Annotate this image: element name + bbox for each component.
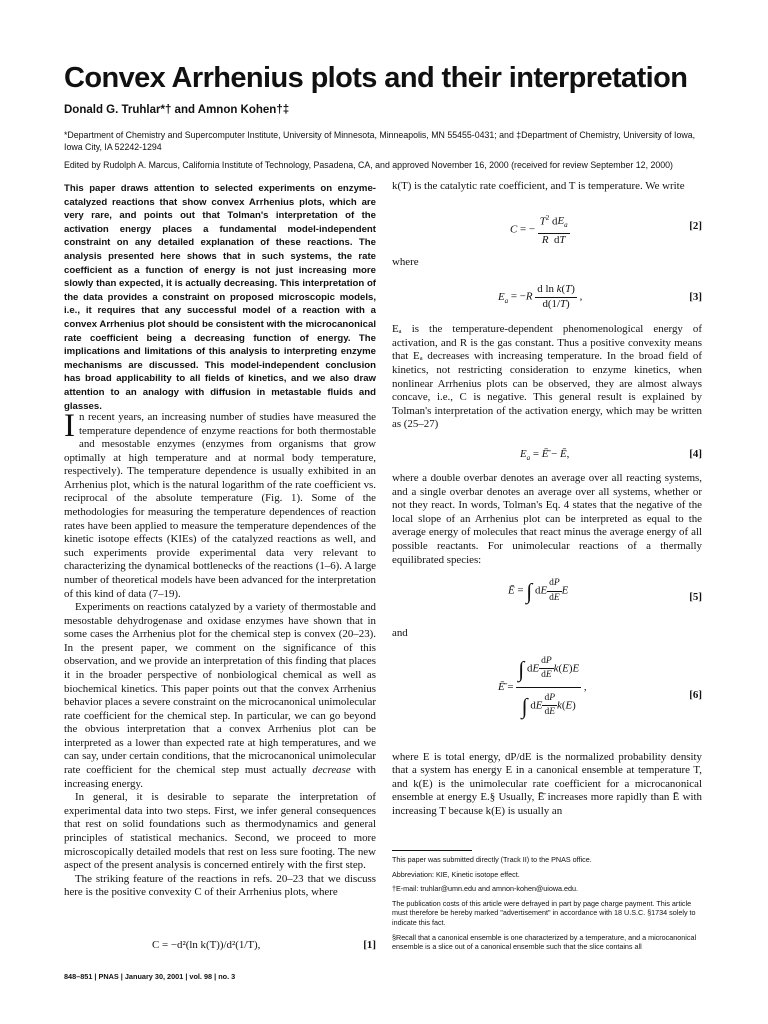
body-right-column	[392, 180, 702, 819]
paragraph: In general, it is desirable to separate the interpretation of experimental data into two steps. First, we infer general consequences that rest on solid foundations such as thermodynamics and general principles of statistical mechanics. Second, we proceed to more microscopically detailed models that rest on less sure footing. The new aspect of the present analysis is concerned entirely with the first step.	[64, 791, 376, 872]
paragraph: where	[392, 255, 419, 268]
paper-title: Convex Arrhenius plots and their interpretation	[64, 62, 688, 94]
footnote-rule	[392, 850, 472, 851]
equation-body: C = − $\frac{T^2 dE_a}{\text{R dT}}$	[510, 213, 568, 246]
equation-number: [2]	[689, 219, 702, 232]
paragraph: k(T) is the catalytic rate coefficient, and T is temperature. We write	[392, 180, 685, 192]
paragraph: where E is total energy, dP/dE is the normalized probability density that a system has energy E in a canonical ensemble at temperature T, and k(E) is the unimolecular rate coefficient for a microcanonical ensemble at energy E.§ Usually, Ē̄ increases more rapidly than Ē with increasing T because k(E) is usually an	[392, 750, 702, 818]
footnote: This paper was submitted directly (Track II) to the PNAS office.	[392, 855, 592, 864]
edited-by-line: Edited by Rudolph A. Marcus, California Institute of Technology, Pasadena, CA, and approved November 16, 2000 (received for review September 12, 2000)	[64, 160, 673, 170]
footnotes	[392, 850, 704, 957]
drop-cap: I	[64, 408, 75, 444]
equation-3	[392, 275, 702, 321]
equation-6	[392, 645, 702, 751]
paragraph: and	[392, 627, 408, 640]
footnote: §Recall that a canonical ensemble is one characterized by a temperature, and a microcanonical ensemble is a slice out of a canonical ensemble such that the slice contains all	[392, 932, 697, 952]
body-left-column	[64, 408, 376, 900]
page-footer: 848–851 | PNAS | January 30, 2001 | vol. 98 | no. 3	[64, 972, 236, 981]
paragraph-text: Experiments on reactions catalyzed by a variety of thermostable and mesostable dehydrogenase and oxidase enzymes have shown that in some cases the Arrhenius plot for the chemical step is convex (20–23). In the present paper, we comment on the significance of this observation, and we provide an interpretation of this finding that places it in the broader perspective of nonbiological chemical as well as biochemical kinetics. This paper points out that the convex Arrhenius behavior places a severe constraint on the microcanonical unimolecular rate coefficient for the chemical step. In particular, we can go beyond the obvious interpretation that a convex Arrhenius plot can be interpreted as a lower than expected rate at high temperatures, and we can say, under certain conditions, that the microcanonical unimolecular rate coefficient for the chemical step must actually	[64, 601, 376, 777]
equation-number: [6]	[689, 688, 702, 701]
footnote: †E-mail: truhlar@umn.edu and amnon-kohen@uiowa.edu.	[392, 884, 578, 894]
equation-4	[392, 436, 702, 472]
paragraph-text: n recent years, an increasing number of studies have measured the temperature dependence of enzyme reactions for both thermostable and mesostable enzymes (enzymes from organisms that grow optimally at high temperature and at normal body temperature, respectively). The temperature dependence is usually exhibited in an Arrhenius plot, which is the natural logarithm of the rate coefficient vs. reciprocal of the absolute temperature (Fig. 1). Some of the methodologies for measuring the temperature dependences of reaction rates have been applied to measure the temperature dependences of the kinetic isotope effects (KIEs) of the catalyzed reactions as well, and such experiments provide experimental data very relevant to characterizing the dynamical bottlenecks of the reactions (1–6). A large number of theoretical models have been advanced for the interpretation of this kind of data (7–19).	[64, 411, 376, 600]
emphasis: decrease	[312, 764, 351, 777]
equation-5	[392, 571, 702, 627]
paragraph-intro	[64, 408, 376, 601]
equation-number: [5]	[689, 591, 702, 604]
footnote: The publication costs of this article were defrayed in part by page charge payment. This article must therefore be hereby marked "advertisement" in accordance with 18 U.S.C. §1734 solely to indicate this fact.	[392, 898, 696, 927]
paragraph: Eₐ is the temperature-dependent phenomenological energy of activation, and R is the gas constant. Thus a positive convexity means that Eₐ decreases with increasing temperature. In the broad field of kinetics, not restricting consideration to enzyme kinetics, when nonlinear Arrhenius plots can be observed, they are almost always concave, i.e., C is negative. This general result is explained by Tolman's interpretation of the activation energy, which may be written as (25–27)	[392, 323, 702, 431]
affiliation: *Department of Chemistry and Supercomputer Institute, University of Minnesota, Minneapolis, MN 55455-0431; and ‡Department of Chemistry, University of Iowa, Iowa City, IA 52242-1294	[64, 130, 696, 152]
equation-body: C = −d²(ln k(T))/d²(1/T),	[152, 939, 261, 951]
author-list: Donald G. Truhlar*† and Amnon Kohen†‡	[64, 104, 290, 116]
paragraph: The striking feature of the reactions in refs. 20–23 that we discuss here is the positive convexity C of their Arrhenius plots, where	[64, 872, 376, 899]
equation-number: [3]	[689, 291, 702, 304]
equation-2	[392, 200, 702, 250]
paragraph: where a double overbar denotes an average over all reacting systems, and a single overbar denotes an average over all systems, whether or not they react. In words, Tolman's Eq. 4 states that the negative of the local slope of an Arrhenius plot can be interpreted as equal to the average energy of molecules that react minus the average energy of all possible reactants. For unimolecular reactions of a thermally equilibrated species:	[392, 471, 702, 566]
equation-body: $E_a$ = Ē̄ − Ē,	[520, 447, 570, 463]
abstract: This paper draws attention to selected experiments on enzyme-catalyzed reactions that show convex Arrhenius plots, which are very rare, and points out that Tolman's interpretation of the activation energy places a fundamental model-independent constraint on any detailed explanation of these reactions. The analysis presented here shows that in such systems, the rate coefficient as a function of energy is not just increasing more slowly than expected, it is actually decreasing. This interpretation of the data provides a constraint on proposed microscopic models, i.e., it requires that any successful model of a reaction with a convex Arrhenius plot should be consistent with the microcanonical rate coefficient being a decreasing function of energy. The implications and limitations of this analysis to interpreting enzyme mechanisms are discussed. This model-independent conclusion has broad applicability to all fields of kinetics, and we also draw attention to an analogy with diffusion in metastable fluids and glasses.	[64, 183, 376, 412]
equation-body: $E_a = -R$ $\frac{\text{d ln k(T)}}{d(1/T)}$ ,	[498, 283, 583, 310]
paragraph-text: with increasing energy.	[64, 764, 376, 790]
paragraph	[64, 601, 376, 791]
footnote: Abbreviation: KIE, Kinetic isotope effect.	[392, 869, 520, 879]
equation-number: [4]	[689, 447, 702, 460]
equation-body: Ē̄ = ∫ dE $\frac{dP}{dE}$ k(E)E ∫ dE $\frac{dP}{dE}$ k(E) ,	[498, 655, 587, 719]
equation-body: Ē = ∫ dE $\frac{dP}{dE}$ E	[508, 578, 569, 604]
equation-number: [1]	[363, 939, 376, 951]
